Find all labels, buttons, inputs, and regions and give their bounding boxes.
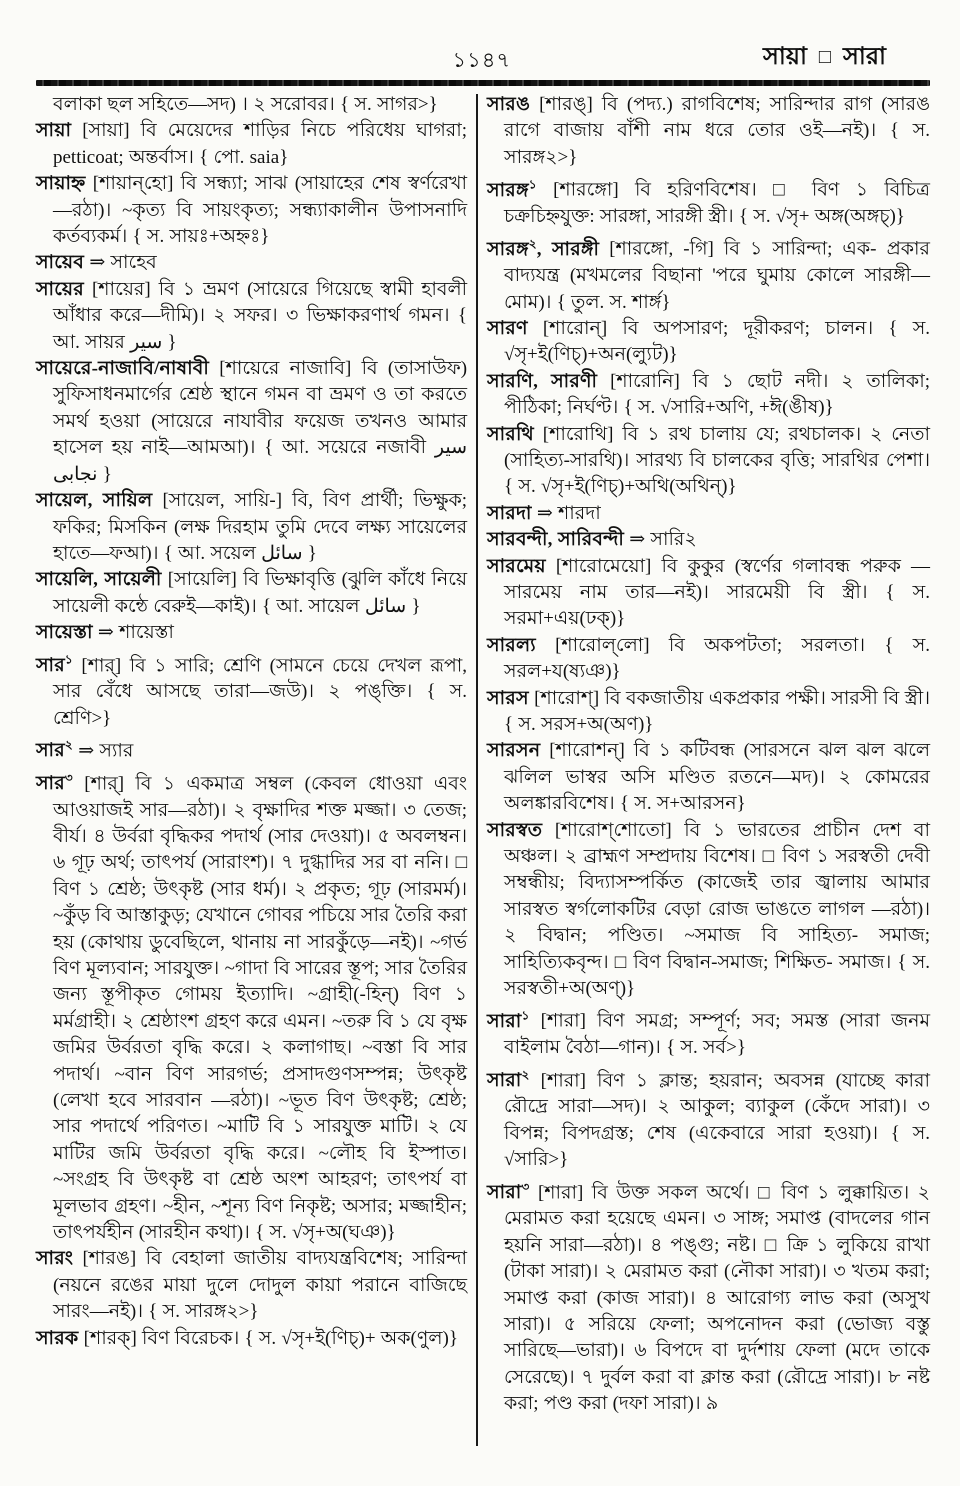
entry-headword (487, 177, 537, 201)
entry-body: [শার্] বি ১ সারি; শ্রেণি (সামনে চেয়ে দেখল রূপা, সার বেঁধে আসছে তারা—জউ)। ২ পঙ্‌ক্তি। { স. শ্রেণি>} (53, 654, 468, 729)
headword-text: সারস্বত (487, 819, 543, 841)
headword-superscript: ২ (528, 236, 537, 251)
entry-headword (487, 635, 536, 656)
entry-body: [শার্] বি ১ একমাত্র সম্বল (কেবল ধোওয়া এবং আওয়াজই সার—রঠা)। ২ বৃক্ষাদির শক্ত মজ্জা। ৩ তেজ; বীর্য। ৪ উর্বরা বৃদ্ধিকর পদার্থ (সার দেওয়া)। ৫ অবলম্বন। ৬ গূঢ় অর্থ; তাৎপর্য (সারাংশ)। ৭ দুগ্ধাদির সর বা ননি। □ বিণ ১ শ্রেষ্ঠ; উৎকৃষ্ট (সার ধর্ম)। ২ প্রকৃত; গূঢ় (সারমর্ম)। ~কুঁড় বি আস্তাকুড়; যেখানে গোবর পচিয়ে সার তৈরি করা হয় (কোথায় ডুবেছিলে, থানায় না সারকুঁড়ে—নই)। ~গর্ভ বিণ মূল্যবান; সারযুক্ত। ~গাদা বি সারের স্তূপ; সার তৈরির জন্য স্তূপীকৃত গোময় ইত্যাদি। ~গ্রাহী(-হিন্) বিণ ১ মর্মগ্রাহী। ২ শ্রেষ্ঠাংশ গ্রহণ করে এমন। ~তরু বি ১ যে বৃক্ষ জমির উর্বরতা বৃদ্ধি করে। ২ কলাগাছ। ~বস্তা বি সার পদার্থ। ~বান বিণ সারগর্ভ; প্রসাদগুণসম্পন্ন; উৎকৃষ্ট (লেখা হবে সারবান —রঠা)। ~ভূত বিণ উৎকৃষ্ট; শ্রেষ্ঠ; সার পদার্থে পরিণত। ~মাটি বি ১ সারযুক্ত মাটি। ২ যে মাটির জমি উর্বরতা বৃদ্ধি করে। ~লৌহ বি ইস্পাত। ~সংগ্রহ বি উৎকৃষ্ট বা শ্রেষ্ঠ অংশ আহরণ; তাৎপর্য বা মূলভাব গ্রহণ। ~হীন, ~শূন্য বিণ নিকৃষ্ট; অসার; মজ্জাহীন; তাৎপর্যহীন (সারহীন কথা)। { স. √সৃ+অ(ঘঞ)} (53, 773, 468, 1244)
dictionary-entry (36, 765, 467, 1247)
entry-body: [শারঙ্গো, -গি] বি ১ সারিন্দা; এক- প্রকার বাদ্যযন্ত্র (মখমলের বিছানা 'পরে ঘুমায় কোলে সারঙ্গী—মোম)। { তুল. স. শার্ঙ্গ} (504, 238, 931, 313)
entry-body: [সায়েল, সায়ি-] বি, বিণ প্রার্থী; ভিক্ষুক; ফকির; মিসকিন (লক্ষ দিরহাম তুমি দেবে লক্ষ্য সায়েলের হাতে—ফআ)। { আ. সয়েল سائل } (53, 490, 468, 564)
entry-headword (36, 358, 209, 379)
column-right (487, 92, 930, 1418)
dictionary-entry (36, 732, 467, 765)
entry-headword (36, 120, 71, 141)
entry-body: [শারঙ্গো] বি হরিণবিশেষ। □ বিণ ১ বিচিত্র চক্রচিহ্নযুক্ত: সারঙ্গা, সারঙ্গী স্ত্রী। { স. √সৃ+ অঙ্গ(অঙ্গচ্)} (504, 179, 931, 227)
entry-body: [সায়া] বি মেয়েদের শাড়ির নিচে পরিধেয় ঘাগরা; petticoat; অন্তর্বাস। { পো. saia} (53, 120, 468, 168)
headword-text: সারক (36, 1327, 79, 1349)
entry-body: ⇒ সারি২ (629, 529, 697, 551)
page-header (36, 38, 930, 78)
guide-words (763, 38, 886, 78)
headword-superscript: ১ (528, 177, 537, 192)
entry-headword (36, 173, 86, 194)
headword-superscript: ২ (521, 1067, 530, 1082)
headword-text: সারঙ্গ (487, 238, 529, 260)
headword-superscript: ৩ (64, 770, 73, 785)
entry-headword (487, 688, 529, 709)
entry-headword (487, 1179, 530, 1203)
entry-body: [শারোল্‌লো] বি অকপটতা; সরলতা। { স. সরল+য(ষ্যঞ)} (504, 634, 931, 683)
headword-text: সারথি (487, 423, 534, 445)
entry-headword (36, 770, 73, 795)
headword-text: সারঙ্গ (487, 179, 529, 201)
dictionary-entry (487, 527, 930, 553)
dictionary-entry (36, 567, 467, 620)
entry-body: [শারোমেয়ো] বি কুকুর (স্বর্ণের গলাবন্ধ পরুক —সারমেয় নাম তার—নই)। সারমেয়ী বি স্ত্রী। { স. সরমা+এয়(ঢক্)} (504, 555, 931, 630)
entry-headword (487, 740, 540, 761)
guide-separator-icon: □ (818, 46, 832, 68)
entry-headword (36, 252, 84, 273)
column-left (36, 92, 467, 1352)
headword-superscript: ৩ (521, 1179, 530, 1194)
entry-headword (36, 1248, 73, 1269)
entry-body: বলাকা ছল সহিতে—সদ) । ২ সরোবর। { স. সাগর>} (53, 94, 438, 115)
entry-body: [শারা] বি উক্ত সকল অর্থে। □ বিণ ১ লুক্কায়িত। ২ মেরামত করা হয়েছে এমন। ৩ সাঙ্গ; সমাপ্ত (বাদলের গান হয়নি সারা—রঠা)। ৪ পঙ্গু; নষ্ট। □ ক্রি ১ লুকিয়ে রাখা (টাকা সারা)। ২ মেরামত করা (নৌকা সারা)। ৩ খতম করা; সমাপ্ত করা (কাজ সারা)। ৪ আরোগ্য লাভ করা (অসুখ সারা)। ৫ সরিয়ে ফেলা; অপনোদন করা (ভোজ্য বস্তু সারিছে—ভারা)। ৬ বিপদে বা দুর্দশায় ফেলা (মদে তাকে সেরেছে)। ৭ দুর্বল করা বা ক্লান্ত করা (রৌদ্রে সারা)। ৮ নষ্ট করা; পণ্ড করা (দফা সারা)। ৯ (504, 1181, 931, 1415)
dictionary-entry (487, 369, 930, 422)
headword-text: সার (36, 740, 65, 762)
entry-headword (36, 622, 93, 643)
dictionary-entry (36, 171, 467, 250)
headword-text: সারং (36, 1248, 74, 1270)
dictionary-entry (36, 356, 467, 488)
entry-headword (487, 820, 542, 841)
headword-text: সারা (487, 1181, 522, 1203)
entry-body: [শারঙ্] বি (পদ্য.) রাগবিশেষ; সারিন্দার রাগ (সারঙ রাগে বাজায় বাঁশী নাম ধরে তোর ওই—নই)। { স. সারঙ্গ২>} (504, 94, 931, 168)
headword-text: সারা (487, 1010, 522, 1032)
headword-text: সারা (487, 1069, 522, 1091)
headword-text: সারস (487, 687, 529, 709)
dictionary-entry (487, 92, 930, 171)
entry-body: [শারা] বিণ সমগ্র; সম্পূর্ণ; সব; সমস্ত (সারা জনম বাইলাম বৈঠা—গান)। { স. সর্ব>} (504, 1010, 931, 1059)
entry-body: [সায়েলি] বি ভিক্ষাবৃত্তি (ঝুলি কাঁধে নিয়ে সায়েলী কন্ঠে বেরুই—কাই)। { আ. সায়েল سائل } (53, 569, 468, 617)
headword-text: সারবন্দী, সারিবন্দী (487, 529, 625, 551)
entry-headword (36, 652, 73, 676)
entry-headword (487, 556, 546, 577)
dictionary-entry (487, 633, 930, 686)
headword-text: সারণ (487, 317, 528, 339)
headword-text: সায়েল, সায়িল (36, 490, 153, 512)
entry-headword (36, 1328, 78, 1349)
entry-body: [শারোশ্‌শোতো] বি ১ ভারতের প্রাচীন দেশ বা অঞ্চল। ২ ব্রাহ্মণ সম্প্রদায় বিশেষ। □ বিণ ১ সরস্বতী দেবী সম্বন্ধীয়; বিদ্যাসম্পর্কিত (কাজেই তার জ্বালায় আমার সারস্বত স্বর্গলোকটির বেড়া রোজ ভাঙতে লাগল —রঠা)। ২ বিদ্বান; পণ্ডিত। ~সমাজ বি সাহিত্য- সমাজ; সাহিত্যিকবৃন্দ। □ বিণ বিদ্বান-সমাজ; শিক্ষিত- সমাজ। { স. সরস্বতী+অ(অণ্)} (504, 819, 930, 1000)
entry-headword (487, 424, 534, 445)
dictionary-entry (36, 250, 467, 276)
guide-word-last: সারা (843, 44, 886, 70)
entry-body: [শারোনি] বি ১ ছোট নদী। ২ তালিকা; পীঠিকা; নির্ঘণ্ট। { স. √সারি+অণি, +ঈ(ঙীষ)} (504, 370, 930, 419)
entry-headword (487, 1008, 530, 1032)
entry-headword (487, 371, 597, 392)
headword-text: , সারঙ্গী (536, 238, 600, 260)
entry-body: [শারোশ্] বি বকজাতীয় একপ্রকার পক্ষী। সারসী বি স্ত্রী। { স. সরস+অ(অণ)} (504, 687, 930, 735)
guide-word-first: সায়া (763, 44, 807, 70)
dictionary-entry (487, 554, 930, 633)
dictionary-entry (36, 647, 467, 733)
header-rule (36, 80, 930, 86)
dictionary-entry (487, 1174, 930, 1418)
dictionary-entry (487, 1062, 930, 1174)
dictionary-entry (487, 171, 930, 230)
entry-body: [শারঙ] বি বেহালা জাতীয় বাদ্যযন্ত্রবিশেষ; সারিন্দা (নয়নে রঙের মায়া দুলে দোদুল কায়া পরানে বাজিছে সারং—নই)। { স. সারঙ্গ২>} (53, 1248, 468, 1323)
entry-body: ⇒ সাহেব (89, 252, 157, 274)
entry-headword (487, 236, 600, 260)
headword-text: সারণি, সারণী (487, 370, 598, 392)
dictionary-entry (36, 92, 467, 118)
entry-headword (487, 94, 530, 115)
column-divider (476, 94, 478, 1446)
dictionary-entry (36, 1326, 467, 1352)
dictionary-entry (487, 686, 930, 739)
entry-body: ⇒ স্যার (78, 740, 134, 762)
headword-superscript: ১ (64, 652, 73, 667)
headword-text: সার (36, 654, 65, 676)
dictionary-entry (36, 488, 467, 567)
entry-headword (36, 279, 84, 300)
dictionary-entry (487, 738, 930, 817)
entry-body: [শায়ান্‌হো] বি সন্ধ্যা; সাঝ (সায়াহের শেষ স্বর্ণরেখা—রঠা)। ~কৃত্য বি সায়ংকৃত্য; সন্ধ্যাকালীন উপাসনাদি কর্তব্যকর্ম। { স. সায়ঃ+অহ্নঃ} (53, 173, 468, 248)
entry-headword (487, 318, 528, 339)
headword-superscript: ১ (521, 1008, 530, 1023)
entry-headword (487, 503, 532, 524)
headword-text: সায়েস্তা (36, 622, 93, 644)
entry-headword (487, 1067, 530, 1091)
dictionary-entry (36, 1246, 467, 1325)
dictionary-entry (36, 277, 467, 356)
dictionary-entry (487, 818, 930, 1003)
entry-body: [শারোন্] বি অপসারণ; দূরীকরণ; চালন। { স. √সৃ+ই(ণিচ্)+অন(ল্যুট)} (504, 317, 930, 366)
entry-body: [শারা] বিণ ১ ক্লান্ত; হয়রান; অবসন্ন (যাচ্ছে কারা রৌদ্রে সারা—সদ)। ২ আকুল; ব্যাকুল (কেঁদে সারা)। ৩ বিপন্ন; বিপদগ্রস্ত; শেষ (একেবারে সারা হওয়া)। { স. √সারি>} (504, 1069, 930, 1171)
headword-text: সার (36, 773, 65, 795)
dictionary-entry (487, 316, 930, 369)
headword-text: সায়েরে-নাজাবি/নাষাবী (36, 358, 209, 380)
headword-text: সারল্য (487, 634, 536, 656)
dictionary-entry (36, 620, 467, 646)
entry-body: [শারক্] বিণ বিরেচক। { স. √সৃ+ই(ণিচ্)+ অক(ণুল)} (83, 1327, 458, 1349)
headword-text: সারঙ (487, 94, 531, 115)
entry-headword (36, 490, 152, 511)
dictionary-entry (487, 422, 930, 501)
entry-body: ⇒ শারদা (536, 502, 601, 524)
headword-text: সায়াহ্ন (36, 173, 86, 195)
entry-body: [শারোশন্] বি ১ কটিবন্ধ (সারসনে ঝল ঝল ঝলে ঝলিল ভাস্বর অসি মণ্ডিত রতনে—মদ)। ২ কোমরের অলঙ্কারবিশেষ। { স. স+আরসন} (504, 740, 930, 815)
dictionary-entry (487, 501, 930, 527)
dictionary-entry (487, 1002, 930, 1061)
entry-body: [শায়েরে নাজাবি] বি (তাসাউফ) সুফিসাধনমার্গের শ্রেষ্ঠ স্থানে গমন বা ভ্রমণ ও তা করতে সমর্থ হওয়া (সায়েরে নাযাবীর ফয়েজ তখনও আমার হাসেল হয় নাই—আমআ)। { আ. সয়েরে নজাবী سير نجابى } (53, 358, 468, 485)
headword-text: সায়ের (36, 278, 84, 300)
dictionary-entry (36, 118, 467, 171)
entry-headword (36, 740, 73, 761)
entry-headword (487, 529, 624, 550)
headword-text: সায়া (36, 120, 72, 142)
entry-body: [শায়ের] বি ১ ভ্রমণ (সায়েরে গিয়েছে স্বামী হাবলী আঁধার করে—দীমি)। ২ সফর। ৩ ভিক্ষাকরণার্থ গমন। { আ. সায়র سير } (53, 278, 468, 353)
page-number: ১১৪৭ (452, 48, 512, 72)
entry-body: ⇒ শায়েস্তা (97, 622, 174, 644)
dictionary-entry (487, 230, 930, 316)
headword-text: সারদা (487, 502, 532, 524)
headword-superscript: ২ (64, 738, 73, 753)
entry-headword (36, 569, 162, 590)
columns (36, 92, 930, 1446)
headword-text: সায়েব (36, 252, 85, 274)
headword-text: সারমেয় (487, 555, 546, 577)
entry-body: [শারোথি] বি ১ রথ চালায় যে; রথচালক। ২ নেতা (সাহিত্য-সারথি)। সারথ্য বি চালকের বৃত্তি; সারথির পেশা। { স. √সৃ+ই(ণিচ্)+অথি(অথিন্)} (504, 423, 931, 498)
headword-text: সারসন (487, 740, 541, 762)
headword-text: সায়েলি, সায়েলী (36, 569, 162, 591)
